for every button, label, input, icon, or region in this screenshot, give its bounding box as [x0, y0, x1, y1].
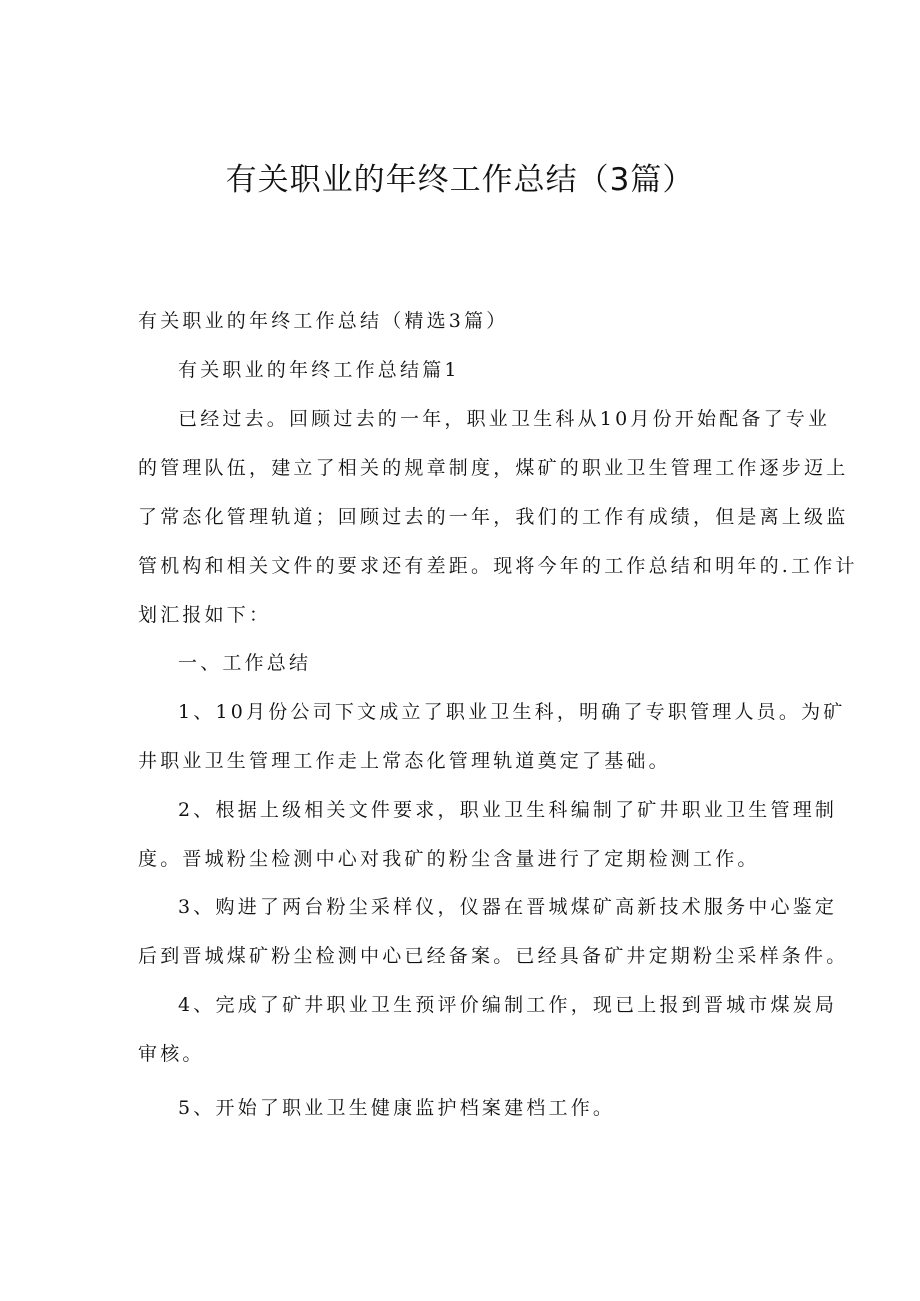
part-heading: 一、工作总结 — [178, 652, 312, 674]
list-item-line: 井职业卫生管理工作走上常态化管理轨道奠定了基础。 — [138, 750, 671, 772]
intro-paragraph-line: 划汇报如下： — [138, 604, 272, 626]
intro-paragraph-line: 管机构和相关文件的要求还有差距。现将今年的工作总结和明年的.工作计 — [138, 555, 858, 577]
list-item-line: 2、根据上级相关文件要求，职业卫生科编制了矿井职业卫生管理制 — [178, 799, 838, 821]
document-subtitle: 有关职业的年终工作总结（精选3篇） — [138, 310, 509, 332]
list-item-line: 后到晋城煤矿粉尘检测中心已经备案。已经具备矿井定期粉尘采样条件。 — [138, 945, 849, 967]
list-item-line: 5、开始了职业卫生健康监护档案建档工作。 — [178, 1097, 616, 1119]
list-item-line: 3、购进了两台粉尘采样仪，仪器在晋城煤矿高新技术服务中心鉴定 — [178, 896, 838, 918]
document-title: 有关职业的年终工作总结（3篇） — [225, 162, 695, 198]
intro-paragraph-line: 已经过去。回顾过去的一年，职业卫生科从10月份开始配备了专业 — [178, 408, 831, 430]
list-item-line: 4、完成了矿井职业卫生预评价编制工作，现已上报到晋城市煤炭局 — [178, 994, 838, 1016]
intro-paragraph-line: 了常态化管理轨道；回顾过去的一年，我们的工作有成绩，但是离上级监 — [138, 506, 849, 528]
list-item-line: 1、10月份公司下文成立了职业卫生科，明确了专职管理人员。为矿 — [178, 701, 846, 723]
list-item-line: 审核。 — [138, 1043, 205, 1065]
list-item-line: 度。晋城粉尘检测中心对我矿的粉尘含量进行了定期检测工作。 — [138, 848, 760, 870]
section-heading: 有关职业的年终工作总结篇1 — [178, 359, 460, 381]
intro-paragraph-line: 的管理队伍，建立了相关的规章制度，煤矿的职业卫生管理工作逐步迈上 — [138, 457, 849, 479]
